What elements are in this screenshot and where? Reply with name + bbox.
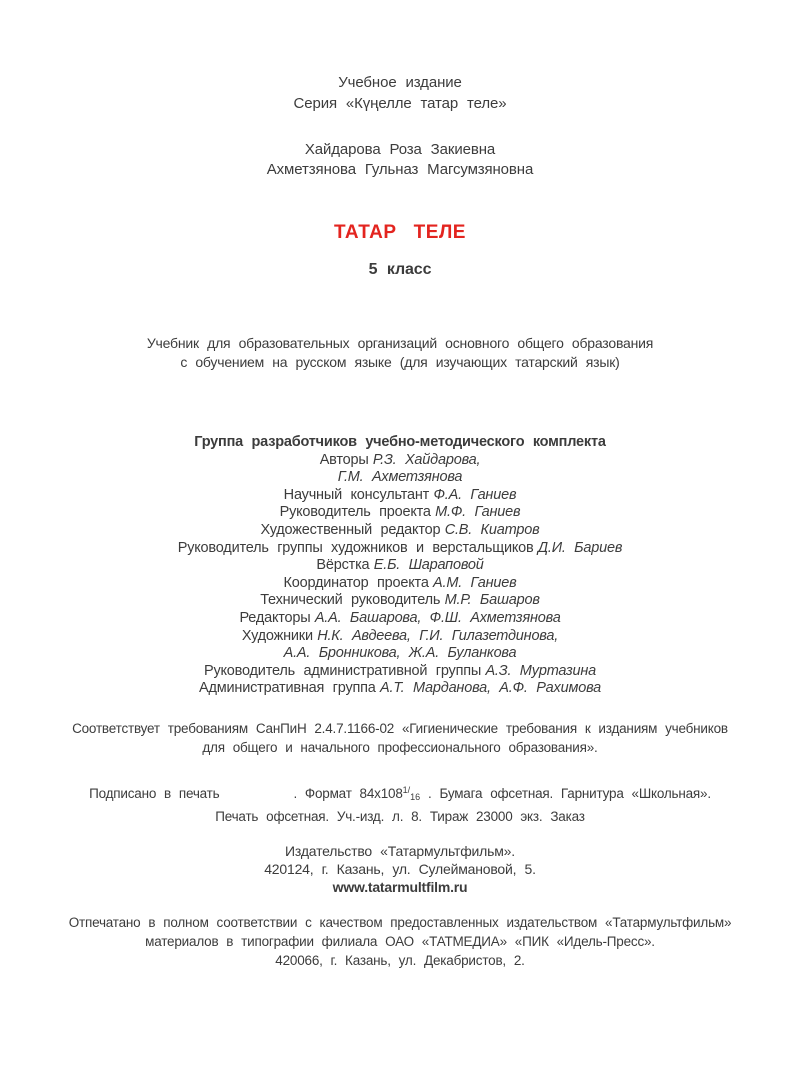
description-block [0, 334, 800, 372]
team-line [0, 645, 800, 663]
series-line: Серия «Күңелле татар теле» [293, 95, 507, 112]
team-names: А.М. Ганиев [433, 574, 517, 591]
team-role: Редакторы [239, 609, 311, 626]
print-info-line-2: Печать офсетная. Уч.-изд. л. 8. Тираж 23000 экз. Заказ [215, 809, 585, 824]
team-names: М.Р. Башаров [444, 592, 540, 609]
team-names: Д.И. Бариев [537, 539, 623, 556]
team-names: Ф.А. Ганиев [433, 486, 517, 503]
printed-at-line: Отпечатано в полном соответствии с качеством предоставленных издательством «Татармультфильм» [68, 915, 732, 930]
team-line [0, 452, 800, 470]
signed-label: Подписано в печать [89, 786, 220, 801]
authors-block [0, 140, 800, 180]
team-names: Е.Б. Шараповой [373, 557, 484, 574]
team-names: С.В. Киатров [444, 521, 540, 538]
team-line [0, 663, 800, 681]
team-names: А.З. Муртазина [485, 662, 597, 679]
printed-at-line: 420066, г. Казань, ул. Декабристов, 2. [275, 953, 525, 968]
team-line [0, 610, 800, 628]
description-line: с обучением на русском языке (для изучающих татарский язык) [180, 354, 620, 370]
publisher-block [0, 842, 800, 896]
team-line [0, 504, 800, 522]
team-role: Вёрстка [316, 557, 370, 574]
team-names: А.Т. Марданова, А.Ф. Рахимова [380, 680, 601, 697]
book-title: ТАТАР ТЕЛЕ [334, 222, 466, 243]
team-role: Руководитель группы художников и верстальщиков [177, 539, 534, 556]
team-line [0, 469, 800, 487]
team-heading: Группа разработчиков учебно-методического комплекта [194, 434, 606, 450]
publisher-address: 420124, г. Казань, ул. Сулеймановой, 5. [264, 861, 536, 877]
team-role: Научный консультант [283, 486, 430, 503]
team-line [0, 487, 800, 505]
team-line [0, 557, 800, 575]
team-role: Художественный редактор [260, 521, 441, 538]
team-line [0, 575, 800, 593]
printed-at-line: материалов в типографии филиала ОАО «ТАТМЕДИА» «ПИК «Идель-Пресс». [145, 934, 655, 949]
team-role: Руководитель проекта [279, 504, 431, 521]
grade-line: 5 класс [368, 261, 432, 278]
edition-block [0, 72, 800, 114]
paper-text: . Бумага офсетная. Гарнитура «Школьная». [420, 786, 711, 801]
team-block [0, 434, 800, 698]
team-role: Технический руководитель [260, 592, 441, 609]
compliance-line: Соответствует требованиям СанПиН 2.4.7.1166-02 «Гигиенические требования к изданиям учебников [72, 721, 728, 736]
publisher-website: www.tatarmultfilm.ru [332, 879, 468, 895]
team-names: Н.К. Авдеева, Г.И. Гилазетдинова, [317, 627, 559, 644]
team-names: А.А. Башарова, Ф.Ш. Ахметзянова [314, 609, 561, 626]
print-info-line-1 [0, 781, 800, 807]
team-line [0, 592, 800, 610]
format-fraction-denominator: 16 [410, 792, 421, 802]
author-name-line: Хайдарова Роза Закиевна [304, 141, 496, 158]
description-line: Учебник для образовательных организаций основного общего образования [146, 335, 654, 351]
team-role: Художники [241, 627, 313, 644]
team-line [0, 522, 800, 540]
compliance-line: для общего и начального профессионального образования». [202, 740, 598, 755]
team-names: М.Ф. Ганиев [435, 504, 521, 521]
team-role: Координатор проекта [283, 574, 429, 591]
publisher-name: Издательство «Татармультфильм». [285, 843, 515, 859]
print-info-block [0, 781, 800, 826]
team-names: Р.З. Хайдарова, [372, 451, 481, 468]
team-role: Административная группа [199, 680, 376, 697]
author-name-line: Ахметзянова Гульназ Магсумзяновна [266, 161, 534, 178]
team-line [0, 680, 800, 698]
format-fraction-numerator: 1/ [402, 785, 411, 795]
compliance-block [0, 719, 800, 757]
team-names: А.А. Бронникова, Ж.А. Буланкова [283, 645, 517, 662]
edition-type-line: Учебное издание [338, 74, 462, 91]
team-line [0, 540, 800, 558]
team-role: Авторы [319, 451, 369, 468]
team-line [0, 628, 800, 646]
printed-at-block [0, 913, 800, 970]
format-text: . Формат 84х108 [293, 786, 403, 801]
team-role: Руководитель административной группы [203, 662, 482, 679]
team-names: Г.М. Ахметзянова [337, 469, 463, 486]
